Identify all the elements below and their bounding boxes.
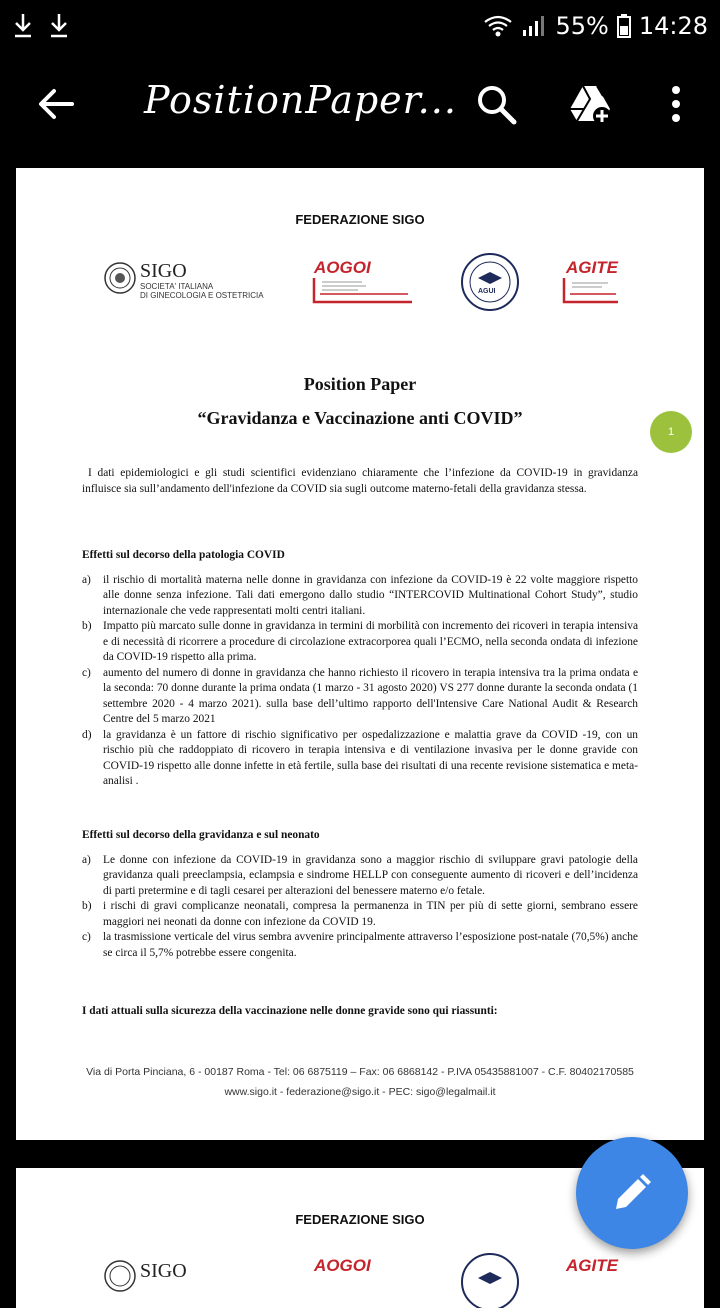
list-item xyxy=(82,930,638,961)
agite-logo-text: AGITE xyxy=(566,1256,618,1275)
organization-header: FEDERAZIONE SIGO xyxy=(295,212,425,227)
list-marker: b) xyxy=(82,900,92,912)
signal-icon xyxy=(521,14,547,38)
list-marker: d) xyxy=(82,728,92,741)
list-item xyxy=(82,666,638,728)
list-item-text: Le donne con infezione da COVID-19 in gravidanza sono a maggior rischio di sviluppare gravi patologie della gravidanza quali preeclampsia, eclampsia e sindrome HELLP con conseguente aumento di ricoveri e dell’incidenza di parti pretermine e di tagli cesarei per alterazioni del benessere materno e/o fetale. xyxy=(103,853,638,897)
closing-statement: I dati attuali sulla sicurezza della vaccinazione nelle donne gravide sono qui riassunti: xyxy=(82,1005,498,1017)
section-2 xyxy=(82,828,638,961)
search-icon[interactable] xyxy=(474,82,518,126)
clock: 14:28 xyxy=(638,12,708,40)
list-item-text: il rischio di mortalità materna nelle donne in gravidanza con infezione da COVID-19 è 22 volte maggiore rispetto alle donne senza infezione. Tali dati emergono dallo studio “INTERCOVID Multinational Cohort Study”, studio internazionale che vede rappresentati molti centri italiani. xyxy=(103,573,638,617)
sigo-subtitle: DI GINECOLOGIA E OSTETRICIA xyxy=(140,291,264,300)
battery-percent: 55% xyxy=(555,12,609,40)
document-title: PositionPaper... xyxy=(144,78,457,122)
back-arrow-icon[interactable] xyxy=(36,84,76,124)
pdf-page-1[interactable] xyxy=(16,168,704,1140)
list-item xyxy=(82,728,638,790)
sigo-logo-text: SIGO xyxy=(140,1260,187,1282)
page-number-badge: 1 xyxy=(650,411,692,453)
footer-address: Via di Porta Pinciana, 6 - 00187 Roma - Tel: 06 6875119 – Fax: 06 6868142 - P.IVA 05435881007 - C.F. 80402170585 xyxy=(86,1066,634,1078)
list-marker: c) xyxy=(82,931,91,943)
footer-contacts: www.sigo.it - federazione@sigo.it - PEC: sigo@legalmail.it xyxy=(224,1086,496,1098)
download-icon xyxy=(12,12,34,38)
wifi-icon xyxy=(483,14,513,38)
more-options-icon[interactable] xyxy=(654,82,698,126)
section-2-heading: Effetti sul decorso della gravidanza e sul neonato xyxy=(82,829,320,841)
list-item-text: la gravidanza è un fattore di rischio significativo per ospedalizzazione e malattia grave da COVID -19, con un rischio più che raddoppiato di ricovero in terapia intensiva e di ventilazione invasiva per le donne gravide con COVID-19 rispetto alle donne infette in età fertile, sulla base dei risultati di una recente revisione sistematica e meta-analisi . xyxy=(103,728,638,787)
aogoi-logo-text: AOGOI xyxy=(314,258,371,277)
list-item-text: Impatto più marcato sulle donne in gravidanza in termini di morbilità con incremento dei ricoveri in terapia intensiva e di necessità di ricorrere a procedure di circolazione extracorporea quali l’ECMO, nella seconda ondata di infezione da COVID-19 rispetto alla prima. xyxy=(103,620,638,663)
list-item-text: aumento del numero di donne in gravidanza che hanno richiesto il ricovero in terapia intensiva tra la prima ondata e la seconda: 70 donne durante la prima ondata (1 marzo - 31 agosto 2020) VS 277 donne durante la seconda ondata (1 settembre 2020 - 4 marzo 2021). sulla base dell’ultimo rapporto dell'Intensive Care National Audit & Research Centre del 5 marzo 2021 xyxy=(103,666,638,725)
list-item-text: i rischi di gravi complicanze neonatali, compresa la permanenza in TIN per più di sette giorni, sembrano essere maggiori nei neonati da donne con infezione da COVID 19. xyxy=(103,900,638,928)
edit-fab-button[interactable] xyxy=(576,1137,688,1249)
sigo-seal-icon xyxy=(104,1260,136,1292)
agite-logo-mark xyxy=(562,276,622,304)
sigo-subtitle: SOCIETA' ITALIANA xyxy=(140,282,214,291)
download-icon xyxy=(48,12,70,38)
list-item xyxy=(82,899,638,930)
list-marker: b) xyxy=(82,620,92,632)
aogoi-logo-mark xyxy=(312,276,416,304)
agui-seal-icon xyxy=(460,1252,520,1308)
paper-title: Position Paper xyxy=(303,374,417,394)
list-item xyxy=(82,853,638,900)
app-toolbar xyxy=(0,52,720,158)
list-marker: c) xyxy=(82,666,91,679)
aogoi-logo-text: AOGOI xyxy=(314,1256,371,1275)
status-bar xyxy=(0,0,720,52)
section-1 xyxy=(82,548,638,790)
section-1-list xyxy=(82,573,638,790)
logo-row xyxy=(96,252,616,312)
organization-header: FEDERAZIONE SIGO xyxy=(295,1212,425,1227)
list-marker: a) xyxy=(82,853,91,866)
battery-icon xyxy=(617,14,631,38)
pencil-icon xyxy=(610,1171,654,1215)
sigo-seal-icon xyxy=(104,262,136,294)
agui-logo-text: AGUI xyxy=(478,288,496,295)
list-item xyxy=(82,619,638,666)
agui-seal-icon xyxy=(460,252,520,312)
list-marker: a) xyxy=(82,573,91,586)
section-1-heading: Effetti sul decorso della patologia COVID xyxy=(82,549,285,561)
section-2-list xyxy=(82,853,638,962)
agite-logo-text: AGITE xyxy=(566,258,618,277)
paper-subtitle: “Gravidanza e Vaccinazione anti COVID” xyxy=(197,408,523,428)
intro-paragraph: I dati epidemiologici e gli studi scientifici evidenziano chiaramente che l’infezione da COVID-19 in gravidanza influisce sia sull’andamento dell'infezione da COVID sia sugli outcome materno-fetali della gravidanza stessa. xyxy=(82,467,638,495)
sigo-logo-text: SIGO xyxy=(140,260,187,282)
list-item-text: la trasmissione verticale del virus sembra avvenire principalmente attraverso l’esposizione post-natale (70,5%) anche se circa il 5,7% potrebbe essere congenita. xyxy=(103,931,638,959)
list-item xyxy=(82,573,638,620)
add-to-drive-icon[interactable] xyxy=(568,82,612,126)
